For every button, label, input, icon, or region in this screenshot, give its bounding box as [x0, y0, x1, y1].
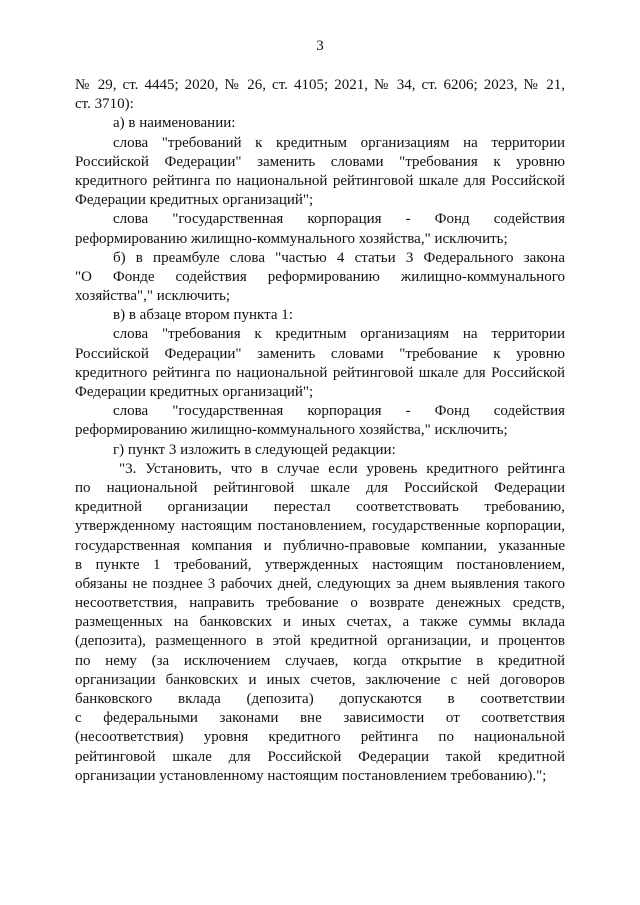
text-line: реформированию жилищно-коммунального хозяйства," исключить; [75, 422, 508, 439]
text-line: в пункте 1 требований, утвержденных настоящим постановлением, [75, 556, 565, 573]
document-body [75, 76, 565, 786]
page-number: 3 [316, 38, 324, 54]
text-line: организации банковских и иных счетов, заключение с ней договоров [75, 671, 565, 688]
text-line: ст. 3710): [75, 96, 134, 113]
text-line: г) пункт 3 изложить в следующей редакции: [113, 441, 396, 458]
text-line: по нему (за исключением случаев, когда открытие в кредитной [75, 652, 565, 669]
text-line: кредитного рейтинга по национальной рейтинговой шкале для Российской [75, 172, 565, 189]
text-line: несоответствия, направить требование о возврате денежных средств, [75, 595, 565, 612]
text-line: по национальной рейтинговой шкале для Российской Федерации [75, 479, 565, 496]
text-line: Российской Федерации" заменить словами "требования к уровню [75, 153, 565, 170]
text-line: рейтинговой шкале для Российской Федерации такой кредитной [75, 748, 565, 765]
text-line: организации установленному настоящим постановлением требованию)."; [75, 767, 547, 784]
text-line: размещенных на банковских и иных счетах, а также суммы вклада [75, 614, 565, 631]
text-line: государственная компания и публично-правовые компании, указанные [75, 537, 565, 554]
text-line: в) в абзаце втором пункта 1: [113, 307, 293, 324]
text-line: а) в наименовании: [113, 115, 236, 132]
text-line: Федерации кредитных организаций"; [75, 384, 314, 400]
text-line: Российской Федерации" заменить словами "требование к уровню [75, 345, 565, 362]
text-line: банковского вклада (депозита) допускаются в соответствии [75, 691, 565, 707]
text-line: б) в преамбуле слова "частью 4 статьи 3 Федерального закона [113, 249, 565, 266]
text-line: кредитной организации перестал соответствовать требованию, [75, 499, 565, 516]
text-line: "3. Установить, что в случае если уровень кредитного рейтинга [119, 460, 565, 477]
text-line: № 29, ст. 4445; 2020, № 26, ст. 4105; 2021, № 34, ст. 6206; 2023, № 21, [75, 77, 565, 93]
text-line: хозяйства"," исключить; [75, 288, 231, 305]
text-line: (депозита), размещенного в этой кредитной организации, и процентов [75, 633, 565, 650]
text-line: обязаны не позднее 3 рабочих дней, следующих за днем выявления такого [75, 575, 565, 592]
text-line: слова "требования к кредитным организациям на территории [113, 326, 565, 343]
text-line: Федерации кредитных организаций"; [75, 192, 314, 209]
text-line: реформированию жилищно-коммунального хозяйства," исключить; [75, 230, 508, 247]
text-line: слова "государственная корпорация - Фонд содействия [113, 403, 565, 420]
text-line: кредитного рейтинга по национальной рейтинговой шкале для Российской [75, 364, 565, 381]
text-line: с федеральными законами вне зависимости от соответствия [75, 710, 565, 727]
text-line: "О Фонде содействия реформированию жилищно-коммунального [75, 268, 565, 285]
text-line: слова "требований к кредитным организациям на территории [113, 134, 565, 151]
text-line: слова "государственная корпорация - Фонд содействия [113, 211, 565, 228]
text-line: утвержденному настоящим постановлением, государственные корпорации, [75, 518, 565, 535]
text-line: (несоответствия) уровня кредитного рейтинга по национальной [75, 729, 565, 746]
